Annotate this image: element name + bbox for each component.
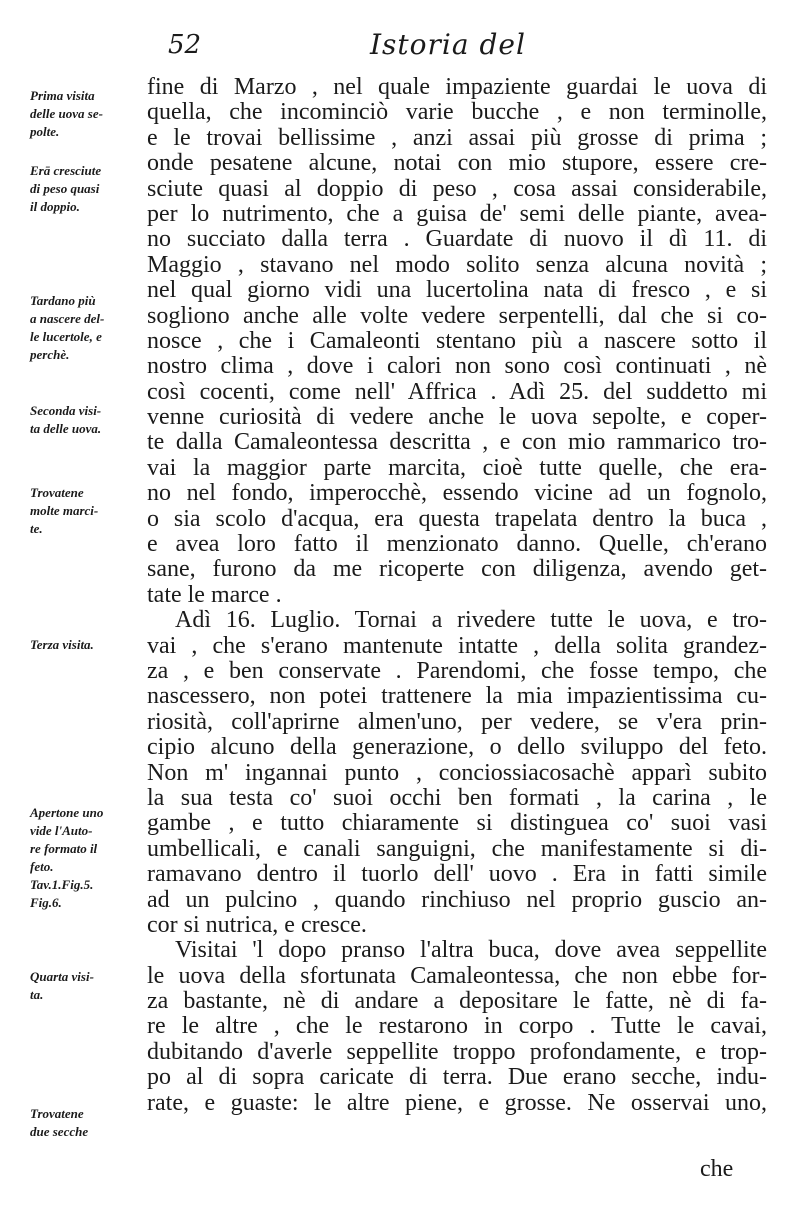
sidenote	[30, 292, 154, 364]
text-line: po al di sopra caricate di terra. Due erano secche, indu-	[147, 1064, 767, 1091]
page-number: 52	[168, 30, 202, 60]
body-text	[147, 75, 767, 1116]
sidenote-line: Seconda visi-	[30, 403, 102, 418]
sidenote	[30, 484, 154, 538]
text-line: umbellicali, e canali sanguigni, che manifestamente si di-	[147, 835, 767, 862]
sidenote	[30, 162, 154, 216]
text-line: Maggio , stavano nel modo solito senza alcuna novità ;	[147, 251, 767, 278]
sidenote	[30, 87, 154, 141]
text-line: cor si nutrica, e cresce.	[147, 911, 367, 938]
text-line: o sia scolo d'acqua, era questa trapelata dentro la buca ,	[147, 505, 767, 532]
text-line: vai , che s'erano mantenute intatte , della solita grandez-	[147, 632, 767, 659]
sidenote-line: Quarta visi-	[30, 969, 94, 984]
text-line: nostro clima , dove i calori non sono così continuati , nè	[147, 353, 767, 380]
text-line: za , e ben conservate . Parendomi, che fosse tempo, che	[147, 657, 767, 684]
text-line: quella, che incominciò varie bucche , e non terminolle,	[147, 99, 767, 126]
text-line: onde pesatene alcune, notai con mio stupore, essere cre-	[147, 150, 767, 177]
sidenote-line: Tardano più	[30, 293, 96, 308]
catchword: che	[700, 1156, 734, 1182]
text-line: rate, e guaste: le altre piene, e grosse. Ne osservai uno,	[147, 1089, 767, 1116]
text-line: fine di Marzo , nel quale impaziente guardai le uova di	[147, 74, 767, 100]
sidenote-line: te.	[30, 521, 43, 536]
text-line: re le altre , che le restarono in corpo . Tutte le cavai,	[147, 1013, 767, 1040]
text-line: za bastante, nè di andare a depositare le fatte, nè di fa-	[147, 988, 767, 1015]
sidenote-line: delle uova se-	[30, 106, 103, 121]
sidenote-line: Trovatene	[30, 485, 84, 500]
sidenote	[30, 1105, 154, 1141]
text-line: sciute quasi al doppio di peso , cosa assai considerabile,	[147, 175, 767, 202]
sidenote	[30, 968, 154, 1004]
text-line: nel qual giorno vidi una lucertolina nata di fresco , e si	[147, 277, 767, 304]
text-line: dubitando d'averle seppellite troppo profondamente, e trop-	[147, 1038, 767, 1065]
text-line: per lo nutrimento, che a guisa de' semi delle piante, avea-	[147, 200, 767, 227]
text-line: Visitai 'l dopo pranso l'altra buca, dove avea seppellite	[175, 937, 767, 964]
text-line: e le trovai bellissime , anzi assai più grosse di prima ;	[147, 124, 767, 151]
text-line: nosce , che i Camaleonti stentano più a nascere sotto il	[147, 327, 767, 354]
sidenote-line: polte.	[30, 124, 60, 139]
text-line: cipio alcuno della generazione, o dello sviluppo del feto.	[147, 734, 767, 761]
text-line: così cocenti, come nell' Affrica . Adì 25. del suddetto mi	[147, 378, 767, 405]
sidenote-line: Terza visita.	[30, 637, 94, 652]
sidenote-line: ta delle uova.	[30, 421, 102, 436]
sidenote-line: molte marci-	[30, 503, 99, 518]
sidenote-line: di peso quasi	[30, 181, 100, 196]
sidenote	[30, 636, 154, 654]
sidenote-line: feto.	[30, 859, 54, 874]
sidenote-line: a nascere del-	[30, 311, 105, 326]
text-line: no nel fondo, imperocchè, essendo vicine ad un fognolo,	[147, 480, 767, 507]
text-line: la sua testa co' suoi occhi ben formati , la carina , le	[147, 784, 767, 811]
text-line: te dalla Camaleontessa descritta , e con mio rammarico tro-	[147, 429, 767, 456]
text-line: sane, furono da me ricoperte con diligenza, avendo get-	[147, 556, 767, 583]
sidenote-line: due secche	[30, 1124, 89, 1139]
text-line: nascessero, non potei trattenere la mia impazientissima cu-	[147, 683, 767, 710]
text-line: no succiato dalla terra . Guardate di nuovo il dì 11. di	[147, 226, 767, 253]
text-line: sogliono anche alle volte vedere serpentelli, dal che si co-	[147, 302, 767, 329]
sidenote-line: Trovatene	[30, 1106, 84, 1121]
sidenote-line: perchè.	[30, 347, 70, 362]
sidenote	[30, 804, 154, 912]
sidenote-line: Prima visita	[30, 88, 95, 103]
text-line: Adì 16. Luglio. Tornai a rivedere tutte le uova, e tro-	[175, 607, 767, 634]
text-line: venne curiosità di vedere anche le uova sepolte, e coper-	[147, 404, 767, 431]
sidenote-line: vide l'Auto-	[30, 823, 93, 838]
text-line: ramavano dentro il tuorlo dell' uovo . Era in fatti simile	[147, 861, 767, 888]
sidenote-line: le lucertole, e	[30, 329, 102, 344]
sidenote-line: Erā cresciute	[30, 163, 102, 178]
text-line: le uova della sfortunata Camaleontessa, che non ebbe for-	[147, 962, 767, 989]
sidenote-line: re formato il	[30, 841, 98, 856]
text-line: gambe , e tutto chiaramente si distinguea co' suoi vasi	[147, 810, 767, 837]
text-line: tate le marce .	[147, 581, 282, 608]
text-line: vai la maggior parte marcita, cioè tutte quelle, che era-	[147, 454, 767, 481]
text-line: Non m' ingannai punto , conciossiacosachè apparì subito	[147, 759, 767, 786]
running-title: Istoria del	[370, 28, 526, 61]
sidenote-line: il doppio.	[30, 199, 80, 214]
sidenote-line: Apertone uno	[30, 805, 104, 820]
text-line: riosità, coll'aprirne almen'uno, per vedere, se v'era prin-	[147, 708, 767, 735]
text-line: e avea loro fatto il menzionato danno. Quelle, ch'erano	[147, 531, 767, 558]
sidenote	[30, 402, 154, 438]
sidenote-line: Fig.6.	[30, 895, 62, 910]
sidenote-line: ta.	[30, 987, 44, 1002]
sidenote-line: Tav.1.Fig.5.	[30, 877, 94, 892]
text-line: ad un pulcino , quando rinchiuso nel proprio guscio an-	[147, 886, 767, 913]
